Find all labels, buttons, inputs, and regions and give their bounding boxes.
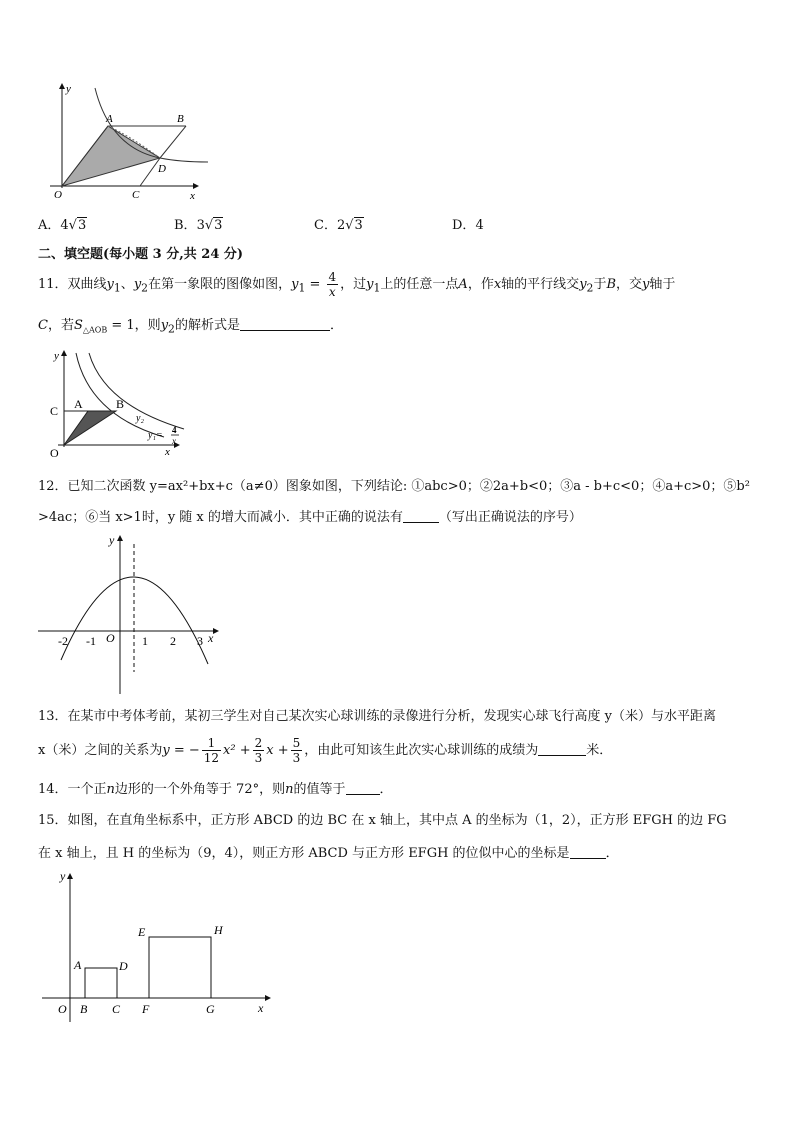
q12-line2: >4ac；⑥当 x>1时，y 随 x 的增大而减小．其中正确的说法有 （写出正确说法的序号）	[38, 510, 582, 525]
fig12-y-label: y	[109, 533, 115, 547]
figure-q11	[44, 345, 194, 460]
fig15-e-label: E	[138, 925, 146, 939]
q11-answer-blank[interactable]	[240, 316, 330, 331]
fig11-y-label: y	[54, 350, 59, 362]
q14-line: 14．一个正n边形的一个外角等于 72°，则n的值等于 ．	[38, 782, 393, 797]
q15-line2: 在 x 轴上，且 H 的坐标为（9，4），则正方形 ABCD 与正方形 EFGH 的位似中心的坐标是 ．	[38, 846, 619, 861]
q13-answer-blank[interactable]	[538, 741, 586, 756]
fig15-g-label: G	[206, 1002, 215, 1016]
q11-line2: C，若$S_{\triangle AOB} = 1$，则$y_2$的解析式是 ．	[38, 318, 343, 336]
fig11-b-label: B	[116, 397, 125, 411]
fig10-o-label: O	[54, 189, 62, 201]
fig11-y2-label: y₂	[136, 413, 144, 424]
fig15-o-label: O	[58, 1002, 67, 1016]
fig12-tick-neg2: -2	[58, 634, 68, 648]
fig15-b-label: B	[80, 1002, 88, 1016]
fig15-a-label: A	[74, 958, 82, 972]
fig10-y-label: y	[66, 83, 71, 95]
q12-line1: 12．已知二次函数 y=ax²+bx+c（a≠0）图象如图，下列结论: ①abc>0；②2a+b<0；③a - b+c<0；④a+c>0；⑤b²	[38, 479, 750, 494]
option-d: D．4	[452, 218, 484, 233]
q15-line1: 15．如图，在直角坐标系中，正方形 ABCD 的边 BC 在 x 轴上，其中点 A 的坐标为（1，2），正方形 EFGH 的边 FG	[38, 813, 727, 828]
fig15-f-label: F	[142, 1002, 150, 1016]
fig10-a-label: A	[106, 113, 113, 125]
fig11-y1-label: y₁=	[148, 430, 163, 441]
q12-answer-blank[interactable]	[403, 508, 439, 523]
fig10-d-label: D	[158, 163, 166, 175]
figure-q12	[36, 532, 226, 697]
fig12-tick-3: 3	[197, 634, 203, 648]
q13-line1: 13．在某市中考体考前，某初三学生对自己某次实心球训练的录像进行分析，发现实心球飞行高度 y（米）与水平距离	[38, 709, 717, 724]
fig15-c-label: C	[112, 1002, 121, 1016]
fig10-x-label: x	[190, 190, 195, 202]
q13-line2: x（米）之间的关系为y = − $\frac{1}{12}$ x² + $\frac{2}{3}$ x + $\frac{5}{3}$ ，由此可知该生此次实心球训练的成绩为 米．	[38, 736, 613, 765]
fig11-frac-num: 4	[172, 425, 177, 435]
q15-answer-blank[interactable]	[570, 844, 606, 859]
section-title: 二、填空题(每小题 3 分,共 24 分)	[38, 247, 244, 262]
fig12-origin: O	[106, 631, 115, 645]
fig11-c-label: C	[50, 404, 59, 418]
option-c: C．2√3	[314, 218, 363, 233]
q14-answer-blank[interactable]	[346, 780, 380, 795]
fig11-o-label: O	[50, 446, 59, 460]
fig15-h-label: H	[214, 923, 223, 937]
option-a: A．4√3	[38, 218, 87, 233]
fig11-x-label: x	[165, 446, 170, 458]
figure-q10	[40, 78, 210, 202]
option-b: B．3√3	[174, 218, 223, 233]
fig15-y-label: y	[60, 869, 66, 883]
fig10-c-label: C	[132, 189, 140, 201]
fig12-tick-neg1: -1	[86, 634, 96, 648]
fig12-tick-1: 1	[142, 634, 148, 648]
q11-line1: 11．双曲线$y_1$、$y_2$在第一象限的图像如图，$y_1$ = $\frac{4}{x}$ ，过$y_1$上的任意一点A，作x轴的平行线交$y_2$于B，交y轴于	[38, 270, 676, 299]
fig12-x-label: x	[208, 631, 214, 645]
fig11-frac-den: x	[172, 436, 176, 446]
fig11-a-label: A	[74, 397, 83, 411]
fig15-x-label: x	[258, 1001, 264, 1015]
figure-q15	[40, 866, 280, 1026]
fig12-tick-2: 2	[170, 634, 176, 648]
fig10-b-label: B	[177, 113, 184, 125]
fig15-d-label: D	[119, 959, 128, 973]
